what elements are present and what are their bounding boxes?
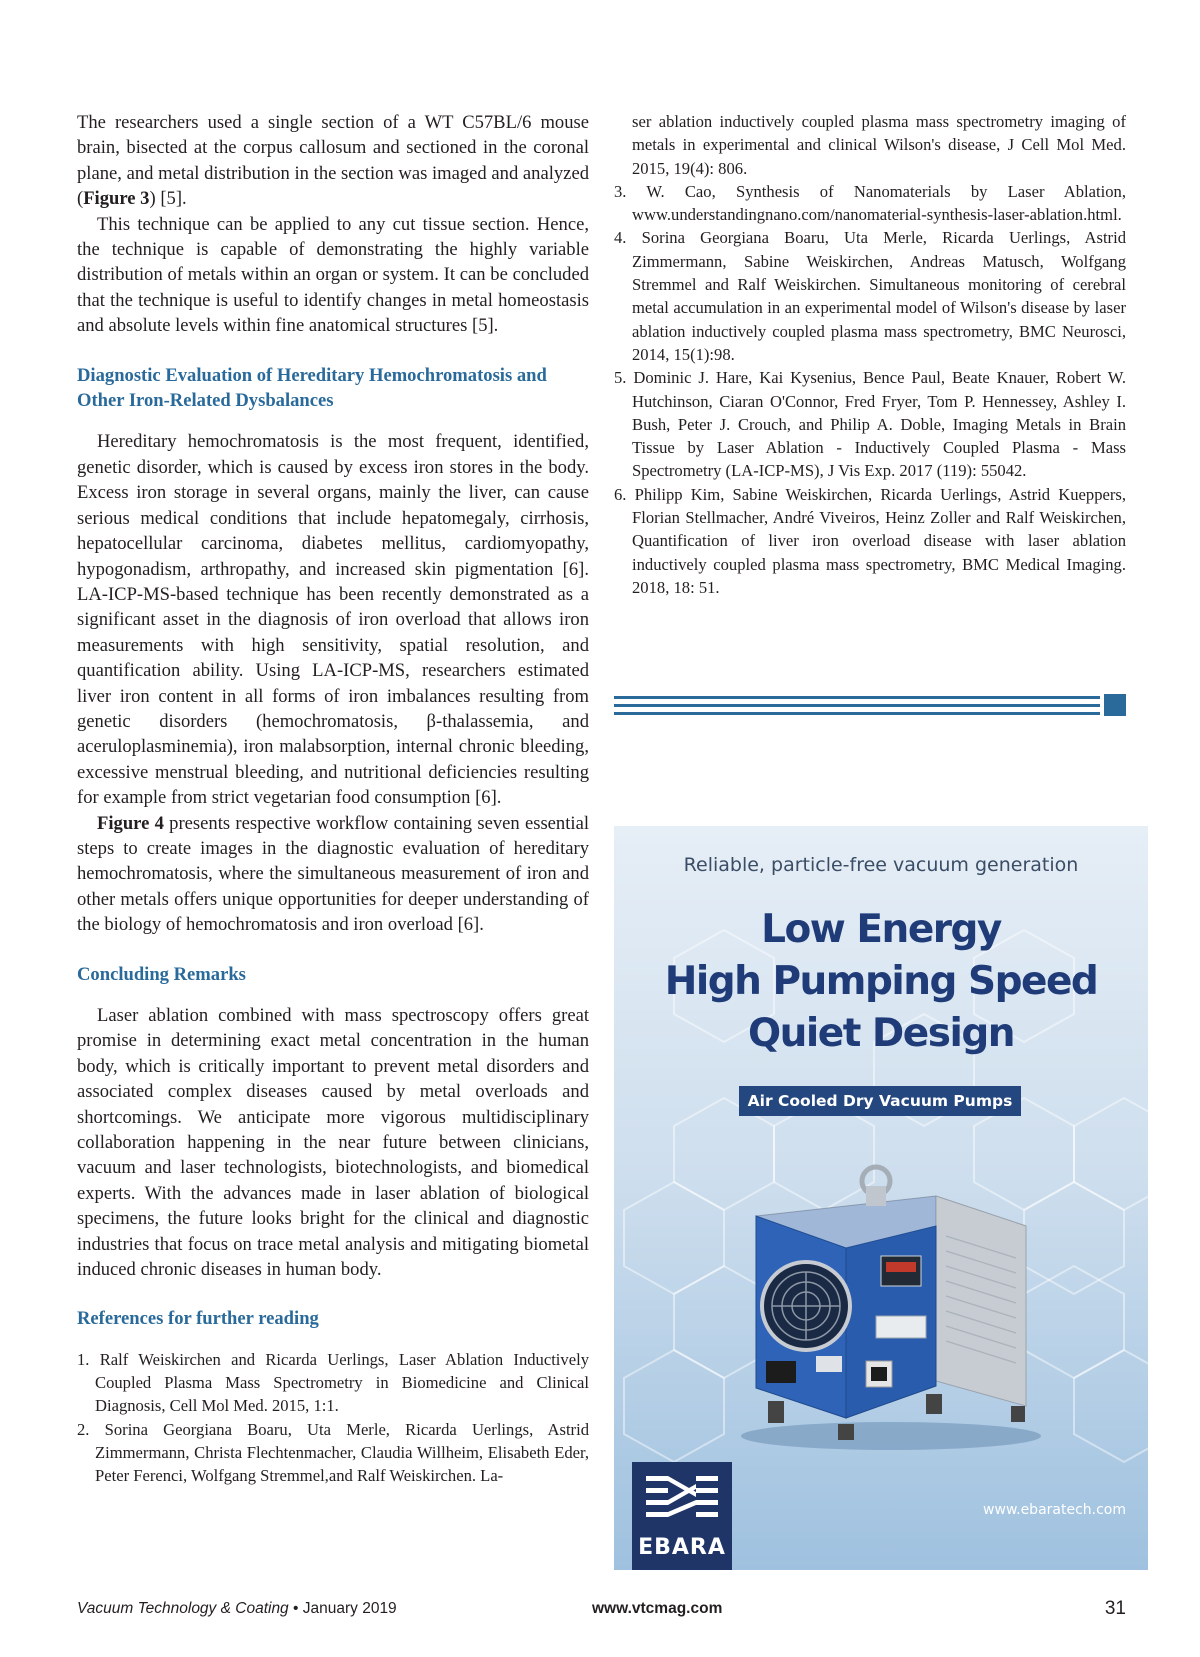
vacuum-pump-image <box>726 1156 1046 1456</box>
reference-item-4: 4. Sorina Georgiana Boaru, Uta Merle, Ricarda Uerlings, Astrid Zimmermann, Sabine Weiskirchen, Andreas Matusch, Wolfgang Stremmel and Ralf Weiskirchen. Simultaneous monitoring of cerebral metal accumulation in an experimental model of Wilson's disease by laser ablation inductively coupled plasma mass spectrometry, BMC Neurosci, 2014, 15(1):98. <box>614 228 1126 364</box>
footer-date: January 2019 <box>302 1600 397 1617</box>
right-column <box>614 110 1126 599</box>
section-heading-hemochromatosis: Diagnostic Evaluation of Hereditary Hemochromatosis and Other Iron-Related Dysbalances <box>77 364 547 412</box>
page-footer <box>77 1600 1126 1626</box>
footer-website[interactable]: www.vtcmag.com <box>592 1600 723 1617</box>
reference-list-left <box>77 1348 589 1488</box>
footer-separator: • <box>293 1600 299 1617</box>
divider-square <box>1104 694 1126 716</box>
ebara-advertisement[interactable] <box>614 826 1148 1570</box>
divider-line-top <box>614 696 1100 699</box>
section-heading-references: References for further reading <box>77 1308 319 1330</box>
figure-3-reference: Figure 3 <box>83 188 150 210</box>
section-heading-concluding-remarks: Concluding Remarks <box>77 963 246 985</box>
divider-line-bottom <box>614 712 1100 715</box>
reference-item-5: 5. Dominic J. Hare, Kai Kysenius, Bence Paul, Beate Knauer, Robert W. Hutchinson, Ciaran O'Connor, Fred Fryer, Tom P. Hennessey, Ashley I. Bush, Peter J. Crouch, and Philip A. Doble, Imaging Metals in Brain Tissue by Laser Ablation - Inductively Coupled Plasma - Mass Spectrometry (LA-ICP-MS), J Vis Exp. 2017 (119): 55042. <box>614 368 1126 481</box>
ebara-wave-icon <box>632 1462 732 1532</box>
ad-product-badge: Air Cooled Dry Vacuum Pumps <box>739 1086 1021 1116</box>
paragraph-figure-4: Figure 4 presents respective workflow containing seven essential steps to create images in the diagnostic evaluation of hereditary hemochromatosis, where the simultaneous measurement of iron and other metals offers unique opportunities for deeper understanding of the biology of hemochromatosis and iron overload [6]. <box>77 812 589 936</box>
footer-publication-name: Vacuum Technology & Coating <box>77 1600 289 1617</box>
footer-publication <box>77 1600 397 1618</box>
paragraph-hemochromatosis: Hereditary hemochromatosis is the most frequent, identified, genetic disorder, which is caused by excess iron stores in the body. Excess iron storage in several organs, mainly the liver, can cause serious medical conditions that include hepatomegaly, cirrhosis, hepatocellular carcinoma, diabetes mellitus, cardiomyopathy, hypogonadism, arthropathy, and increased skin pigmentation [6]. LA-ICP-MS-based technique has been recently demonstrated as a significant asset in the diagnosis of iron overload that allows iron measurements with high sensitivity, spatial resolution, and quantification ability. Using LA-ICP-MS, researchers estimated liver iron content in all forms of iron imbalances resulting from genetic disorders (hemochromatosis, β-thalassemia, and aceruloplasminemia), iron malabsorption, internal chronic bleeding, excessive menstrual bleeding, and nutritional deficiencies resulting for example from strict vegetarian food consumption [6]. <box>77 431 589 809</box>
ebara-logo: EBARA <box>632 1462 732 1570</box>
paragraph-concluding-remarks: Laser ablation combined with mass spectroscopy offers great promise in determining exact metal concentration in the human body, which is critically important to prevent metal disorders and associated complex diseases caused by metal overloads and shortcomings. We anticipate more vigorous multidisciplinary collaboration happening in the near future between clinicians, vacuum and laser technologists, biotechnologists, and biomedical experts. With the advances made in laser ablation of biological specimens, the future looks bright for the clinical and diagnostic industries that focus on trace metal analysis and mitigating biometal induced chronic diseases in human body. <box>77 1005 589 1281</box>
ad-headline-line-3: Quiet Design <box>747 1011 1015 1056</box>
ad-tagline: Reliable, particle-free vacuum generation <box>683 854 1079 876</box>
reference-list-right <box>614 110 1126 599</box>
reference-item-2-continued: ser ablation inductively coupled plasma mass spectrometry imaging of metals in experimental and clinical Wilson's disease, J Cell Mol Med. 2015, 19(4): 806. <box>632 112 1126 178</box>
ad-headline <box>614 904 1148 1060</box>
reference-item-3: 3. W. Cao, Synthesis of Nanomaterials by Laser Ablation, www.understandingnano.com/nanomaterial-synthesis-laser-ablation.html. <box>614 181 1126 225</box>
ad-headline-line-1: Low Energy <box>761 907 1001 952</box>
reference-item-6: 6. Philipp Kim, Sabine Weiskirchen, Ricarda Uerlings, Astrid Kueppers, Florian Stellmacher, André Viveiros, Heinz Zoller and Ralf Weiskirchen, Quantification of liver iron overload disease with laser ablation inductively coupled plasma mass spectrometry, BMC Medical Imaging. 2018, 18: 51. <box>614 484 1126 597</box>
page-number: 31 <box>1104 1598 1126 1619</box>
figure-4-reference: Figure 4 <box>97 812 164 834</box>
paragraph-brain-section: The researchers used a single section of a WT C57BL/6 mouse brain, bisected at the corpus callosum and sectioned in the coronal plane, and metal distribution in the section was imaged and analyzed (Figure 3) [5]. <box>77 112 589 210</box>
section-divider <box>614 694 1126 716</box>
paragraph-technique: This technique can be applied to any cut tissue section. Hence, the technique is capable of demonstrating the highly variable distribution of metals within an organ or system. It can be concluded that the technique is useful to identify changes in metal homeostasis and absolute levels within fine anatomical structures [5]. <box>77 213 589 337</box>
left-column <box>77 110 589 1488</box>
ad-headline-line-2: High Pumping Speed <box>664 959 1098 1004</box>
reference-item-1: 1. Ralf Weiskirchen and Ricarda Uerlings, Laser Ablation Inductively Coupled Plasma Mass Spectrometry in Biomedicine and Clinical Diagnosis, Cell Mol Med. 2015, 1:1. <box>77 1349 589 1416</box>
divider-line-middle <box>614 704 1100 707</box>
ad-website-link[interactable]: www.ebaratech.com <box>983 1502 1126 1518</box>
reference-item-2: 2. Sorina Georgiana Boaru, Uta Merle, Ricarda Uerlings, Astrid Zimmermann, Christa Flechtenmacher, Claudia Willheim, Elisabeth Eder, Peter Ferenci, Wolfgang Stremmel,and Ralf Weiskirchen. La- <box>77 1419 589 1486</box>
